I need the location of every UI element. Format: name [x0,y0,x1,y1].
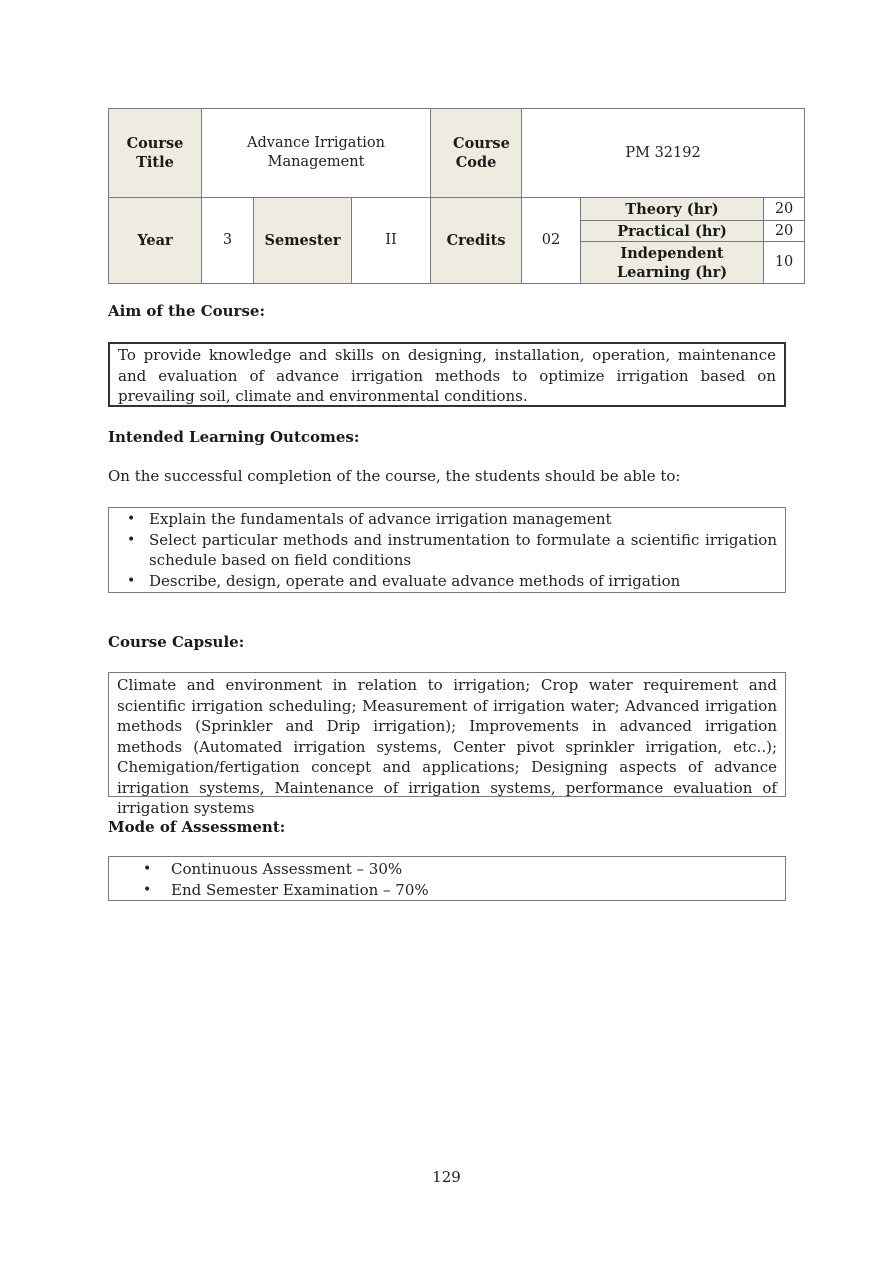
course-info-table [108,108,805,284]
independent-learning-hours-label: Independent Learning (hr) [581,242,764,284]
aim-heading: Aim of the Course: [108,302,265,320]
ilo-heading: Intended Learning Outcomes: [108,428,360,446]
capsule-box [108,672,786,817]
theory-hours-value: 20 [764,198,805,221]
capsule-text: Climate and environment in relation to irrigation; Crop water requirement and scientific irrigation scheduling; Measurement of irrigation water; Advanced irrigation methods (Sprinkler and Drip irrigation); Improvements in advanced irrigation methods (Automated irrigation systems, Center pivot sprinkler irrigation, etc..); Chemigation/fertigation concept and applications; Designing aspects of advance irrigation systems, Maintenance of irrigation systems, performance evaluation of irrigation systems [117,676,777,817]
theory-hours-label: Theory (hr) [581,198,764,221]
semester-value: II [352,198,431,284]
semester-label: Semester [254,198,352,284]
course-title-value: Advance Irrigation Management [202,109,431,198]
year-value: 3 [202,198,254,284]
course-code-value: PM 32192 [522,109,805,198]
credits-value: 02 [522,198,581,284]
assessment-heading: Mode of Assessment: [108,818,286,836]
course-title-label: Course Title [109,109,202,198]
ilo-item: • Select particular methods and instrumentation to formulate a scientific irrigation schedule based on field conditions [127,530,777,569]
ilo-item: • Describe, design, operate and evaluate advance methods of irrigation [127,571,681,590]
practical-hours-value: 20 [764,221,805,242]
page-number: 129 [432,1168,461,1186]
aim-box [108,342,786,407]
bullet-icon: • [127,531,136,548]
ilo-item: • Explain the fundamentals of advance irrigation management [127,510,612,528]
assessment-list [143,859,777,900]
bullet-icon: • [127,511,136,527]
ilo-list [127,509,777,591]
aim-text: To provide knowledge and skills on designing, installation, operation, maintenance and evaluation of advance irrigation methods to optimize irrigation based on prevailing soil, climate and environmental conditions. [118,346,776,405]
independent-learning-hours-value: 10 [764,242,805,284]
bullet-icon: • [143,861,152,877]
bullet-icon: • [143,881,152,898]
credits-label: Credits [431,198,522,284]
course-code-label: Course Code [431,109,522,198]
assessment-box [108,856,786,901]
bullet-icon: • [127,572,136,589]
year-label: Year [109,198,202,284]
assessment-item: • Continuous Assessment – 30% [143,860,403,878]
assessment-item: • End Semester Examination – 70% [143,880,429,899]
ilo-box [108,507,786,593]
ilo-intro: On the successful completion of the course, the students should be able to: [108,467,681,485]
practical-hours-label: Practical (hr) [581,221,764,242]
capsule-heading: Course Capsule: [108,633,245,651]
